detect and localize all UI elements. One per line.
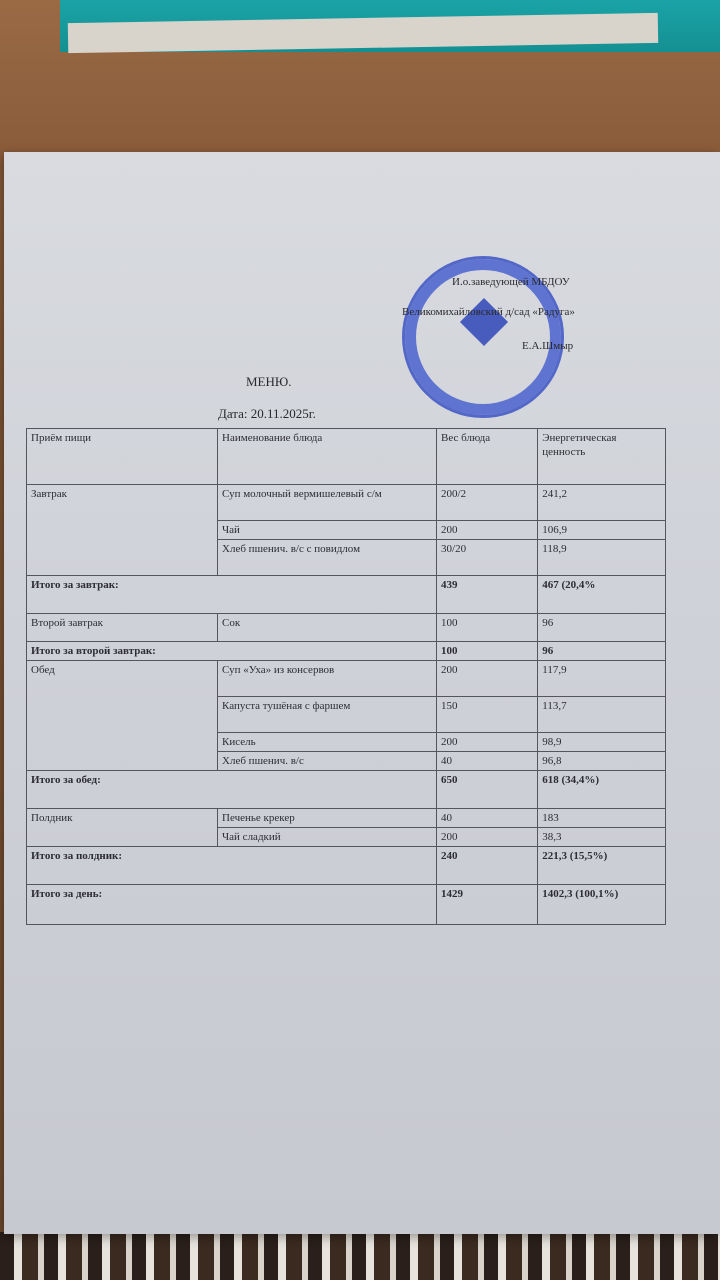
dish-name: Сок: [218, 614, 437, 642]
dish-name: Кисель: [218, 733, 437, 752]
total-row: [27, 847, 666, 885]
header-meal: Приём пищи: [27, 429, 218, 485]
total-row: [27, 771, 666, 809]
page-title: МЕНЮ.: [246, 374, 292, 389]
dish-weight: 200/2: [437, 485, 538, 521]
dish-weight: 150: [437, 697, 538, 733]
dish-energy: 183: [538, 809, 666, 828]
dish-energy: 38,3: [538, 828, 666, 847]
dish-energy: 96: [538, 614, 666, 642]
dish-name: Хлеб пшенич. в/с с повидлом: [218, 540, 437, 576]
dish-energy: 96,8: [538, 752, 666, 771]
total-label: Итого за завтрак:: [27, 576, 437, 614]
total-energy: 618 (34,4%): [538, 771, 666, 809]
dish-name: Чай сладкий: [218, 828, 437, 847]
table-row: [27, 661, 666, 697]
dish-energy: 117,9: [538, 661, 666, 697]
total-weight: 100: [437, 642, 538, 661]
table-header-row: [27, 429, 666, 485]
dish-weight: 200: [437, 661, 538, 697]
total-energy: 467 (20,4%: [538, 576, 666, 614]
total-weight: 439: [437, 576, 538, 614]
total-label: Итого за второй завтрак:: [27, 642, 437, 661]
dish-weight: 100: [437, 614, 538, 642]
dish-name: Капуста тушёная с фаршем: [218, 697, 437, 733]
header-weight: Вес блюда: [437, 429, 538, 485]
total-row: [27, 642, 666, 661]
dish-name: Суп «Уха» из консервов: [218, 661, 437, 697]
approval-line-1: И.о.заведующей МБДОУ: [452, 276, 570, 288]
dish-name: Суп молочный вермишелевый с/м: [218, 485, 437, 521]
table-row: [27, 485, 666, 521]
day-total-row: [27, 885, 666, 925]
dish-weight: 40: [437, 752, 538, 771]
dish-energy: 106,9: [538, 521, 666, 540]
meal-lunch: Обед: [27, 661, 218, 771]
dish-energy: 118,9: [538, 540, 666, 576]
dish-energy: 113,7: [538, 697, 666, 733]
header-dish: Наименование блюда: [218, 429, 437, 485]
approval-line-3: Е.А.Шмыр: [522, 340, 574, 352]
meal-second-breakfast: Второй завтрак: [27, 614, 218, 642]
dish-energy: 98,9: [538, 733, 666, 752]
background-fabric: [0, 1232, 720, 1280]
total-label: Итого за обед:: [27, 771, 437, 809]
dish-weight: 200: [437, 828, 538, 847]
approval-line-2: Великомихайловский д/сад «Радуга»: [402, 306, 575, 318]
total-weight: 240: [437, 847, 538, 885]
table-row: [27, 614, 666, 642]
header-energy: Энергетическая ценность: [538, 429, 666, 485]
menu-date: Дата: 20.11.2025г.: [218, 406, 316, 421]
dish-weight: 200: [437, 733, 538, 752]
total-row: [27, 576, 666, 614]
menu-table: [26, 428, 666, 925]
dish-energy: 241,2: [538, 485, 666, 521]
day-total-weight: 1429: [437, 885, 538, 925]
dish-weight: 40: [437, 809, 538, 828]
total-energy: 221,3 (15,5%): [538, 847, 666, 885]
dish-weight: 30/20: [437, 540, 538, 576]
day-total-energy: 1402,3 (100,1%): [538, 885, 666, 925]
day-total-label: Итого за день:: [27, 885, 437, 925]
total-energy: 96: [538, 642, 666, 661]
meal-snack: Полдник: [27, 809, 218, 847]
dish-name: Чай: [218, 521, 437, 540]
dish-name: Печенье крекер: [218, 809, 437, 828]
table-row: [27, 809, 666, 828]
total-label: Итого за полдник:: [27, 847, 437, 885]
total-weight: 650: [437, 771, 538, 809]
meal-breakfast: Завтрак: [27, 485, 218, 576]
dish-weight: 200: [437, 521, 538, 540]
dish-name: Хлеб пшенич. в/с: [218, 752, 437, 771]
